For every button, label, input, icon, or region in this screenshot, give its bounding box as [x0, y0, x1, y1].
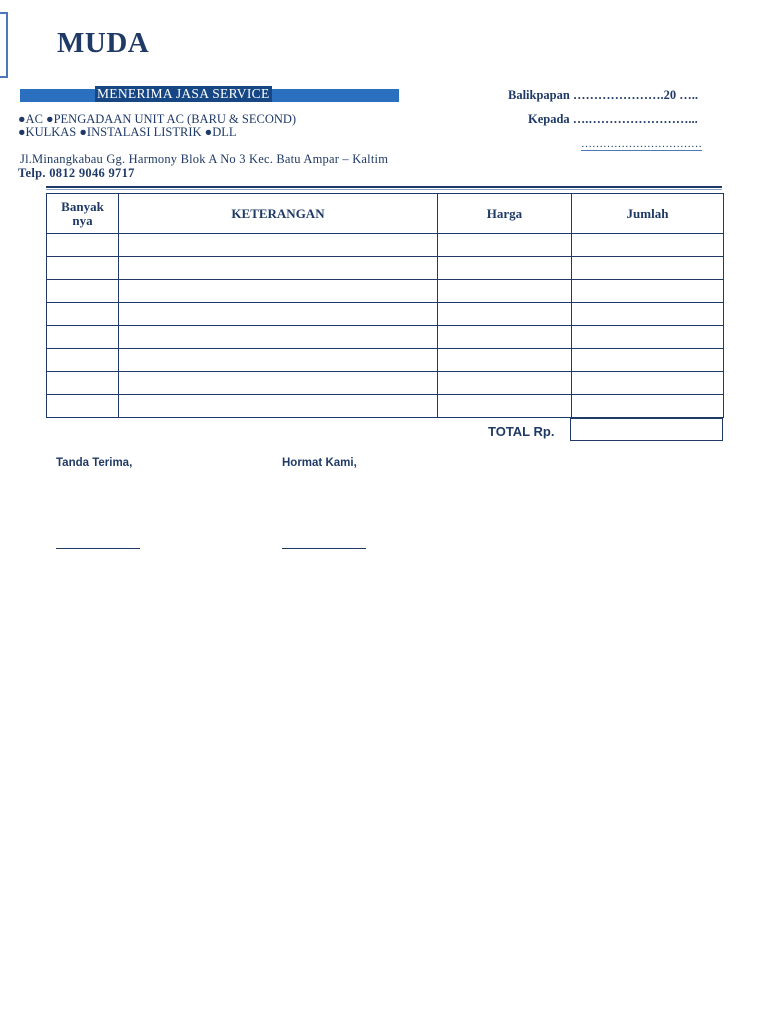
- table-row: [47, 349, 724, 372]
- table-row: [47, 257, 724, 280]
- cell-description[interactable]: [119, 257, 438, 280]
- cell-quantity[interactable]: [47, 326, 119, 349]
- cell-description[interactable]: [119, 280, 438, 303]
- cell-amount[interactable]: [572, 257, 724, 280]
- cell-amount[interactable]: [572, 280, 724, 303]
- col-header-amount: Jumlah: [572, 194, 724, 234]
- services-line-2: ●KULKAS ●INSTALASI LISTRIK ●DLL: [18, 125, 237, 139]
- cell-price[interactable]: [438, 395, 572, 418]
- cell-description[interactable]: [119, 395, 438, 418]
- recipient-field-line-2[interactable]: ……………………………: [581, 138, 702, 150]
- total-label: TOTAL Rp.: [488, 424, 555, 439]
- service-banner-text: MENERIMA JASA SERVICE: [97, 86, 270, 101]
- company-address: Jl.Minangkabau Gg. Harmony Blok A No 3 Kec. Batu Ampar – Kaltim: [20, 152, 389, 166]
- cell-price[interactable]: [438, 257, 572, 280]
- logo-frame: [0, 12, 8, 78]
- cell-price[interactable]: [438, 372, 572, 395]
- sender-signature-label: Hormat Kami,: [282, 457, 357, 469]
- invoice-table: [46, 193, 724, 418]
- table-row: [47, 395, 724, 418]
- cell-price[interactable]: [438, 234, 572, 257]
- col-header-description: KETERANGAN: [119, 194, 438, 234]
- cell-amount[interactable]: [572, 349, 724, 372]
- cell-amount[interactable]: [572, 326, 724, 349]
- cell-description[interactable]: [119, 349, 438, 372]
- cell-quantity[interactable]: [47, 280, 119, 303]
- cell-quantity[interactable]: [47, 372, 119, 395]
- receiver-signature-line: [56, 548, 140, 549]
- sender-signature-line: [282, 548, 366, 549]
- col-header-quantity: Banyak nya: [47, 194, 119, 234]
- cell-quantity[interactable]: [47, 303, 119, 326]
- table-row: [47, 326, 724, 349]
- receiver-signature-label: Tanda Terima,: [56, 457, 133, 469]
- place-date-field[interactable]: Balikpapan ………………….20 …..: [508, 88, 698, 102]
- cell-amount[interactable]: [572, 372, 724, 395]
- cell-quantity[interactable]: [47, 395, 119, 418]
- header-divider-thin: [46, 189, 722, 190]
- cell-description[interactable]: [119, 372, 438, 395]
- cell-price[interactable]: [438, 349, 572, 372]
- col-header-price: Harga: [438, 194, 572, 234]
- company-name: MUDA: [57, 27, 150, 59]
- recipient-field[interactable]: Kepada ….……………………...: [528, 112, 698, 126]
- cell-price[interactable]: [438, 326, 572, 349]
- header-divider: [46, 186, 722, 188]
- table-body: [47, 234, 724, 418]
- cell-amount[interactable]: [572, 303, 724, 326]
- cell-description[interactable]: [119, 234, 438, 257]
- cell-description[interactable]: [119, 303, 438, 326]
- total-value-field[interactable]: [570, 418, 723, 441]
- cell-price[interactable]: [438, 303, 572, 326]
- cell-price[interactable]: [438, 280, 572, 303]
- cell-quantity[interactable]: [47, 349, 119, 372]
- table-header-row: [47, 194, 724, 234]
- table-row: [47, 372, 724, 395]
- cell-quantity[interactable]: [47, 234, 119, 257]
- company-phone: Telp. 0812 9046 9717: [18, 166, 135, 180]
- cell-quantity[interactable]: [47, 257, 119, 280]
- cell-amount[interactable]: [572, 234, 724, 257]
- table-row: [47, 303, 724, 326]
- table-row: [47, 234, 724, 257]
- cell-amount[interactable]: [572, 395, 724, 418]
- cell-description[interactable]: [119, 326, 438, 349]
- table-row: [47, 280, 724, 303]
- services-line-1: ●AC ●PENGADAAN UNIT AC (BARU & SECOND): [18, 112, 297, 126]
